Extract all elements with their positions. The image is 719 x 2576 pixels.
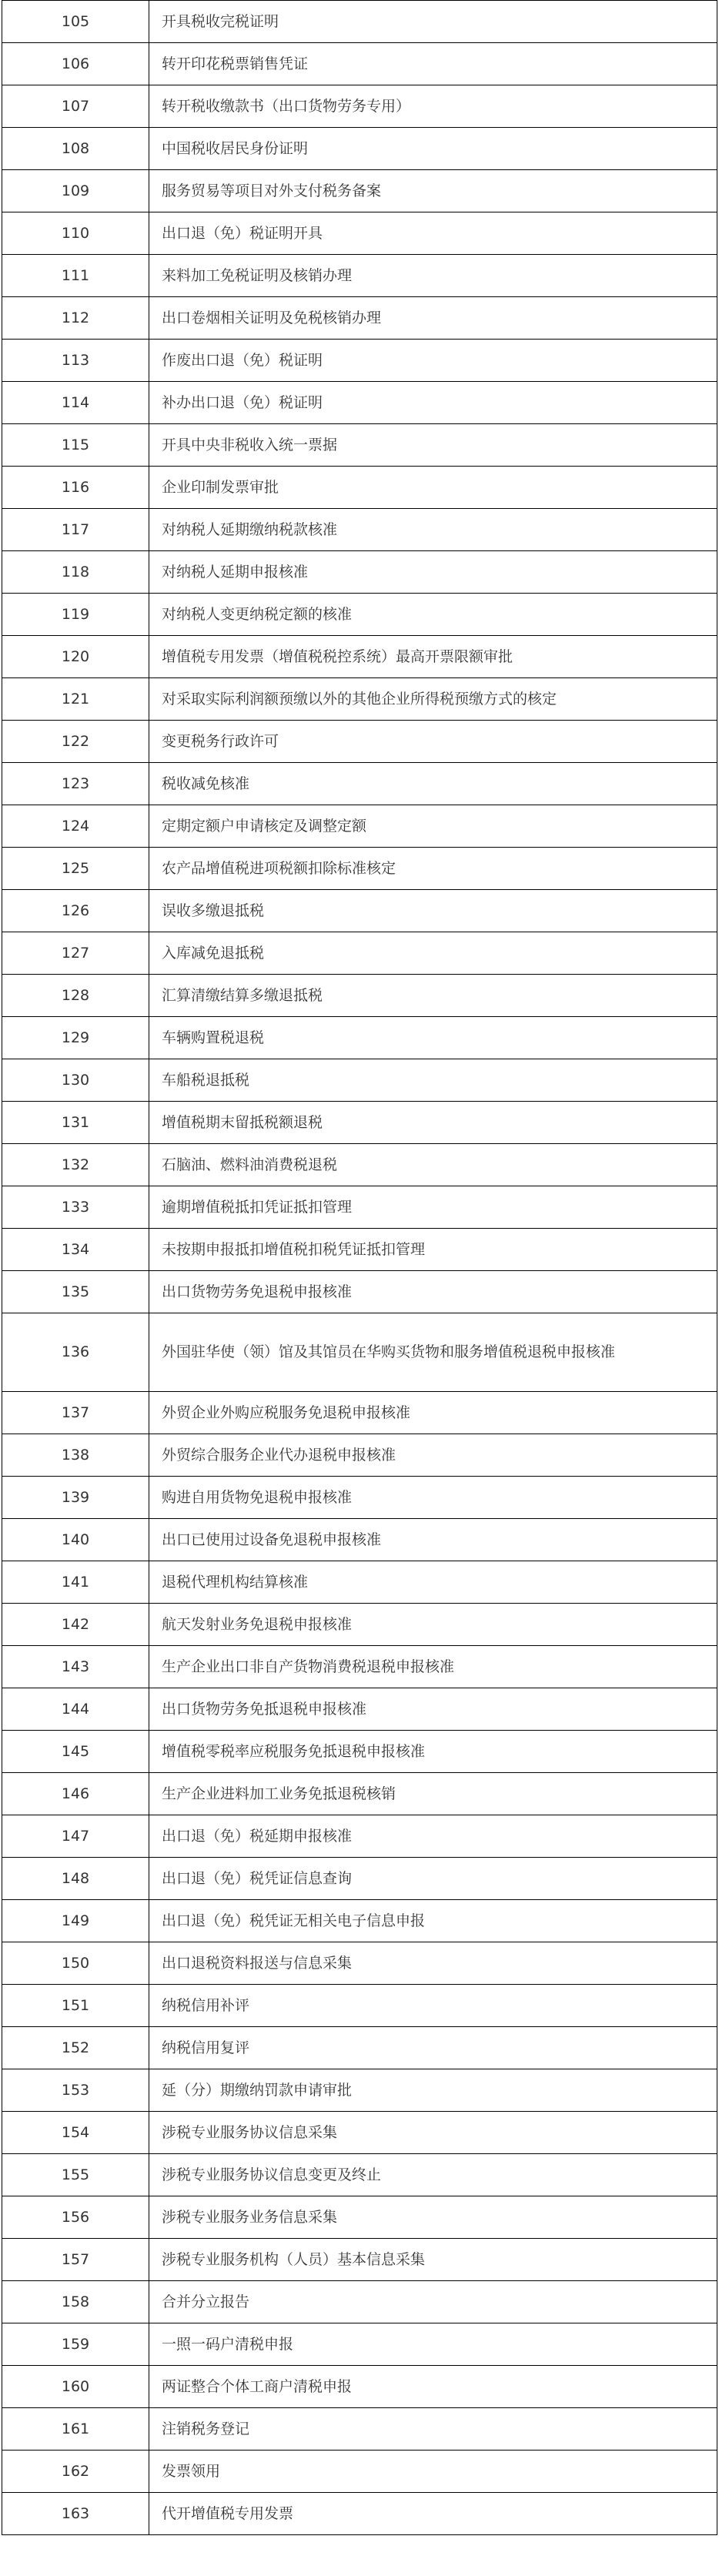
service-item-name: 涉税专业服务协议信息变更及终止 xyxy=(149,2154,717,2196)
row-number: 124 xyxy=(2,805,149,848)
service-item-name: 车船税退抵税 xyxy=(149,1059,717,1102)
row-number: 148 xyxy=(2,1858,149,1900)
service-item-name: 延（分）期缴纳罚款申请审批 xyxy=(149,2069,717,2112)
table-row xyxy=(2,2323,717,2366)
service-item-name: 一照一码户清税申报 xyxy=(149,2323,717,2366)
row-number: 158 xyxy=(2,2281,149,2323)
row-number: 109 xyxy=(2,170,149,212)
table-row xyxy=(2,1731,717,1773)
row-number: 118 xyxy=(2,551,149,594)
table-row xyxy=(2,1561,717,1604)
table-row xyxy=(2,2281,717,2323)
service-item-name: 发票领用 xyxy=(149,2451,717,2493)
service-item-name: 对采取实际利润额预缴以外的其他企业所得税预缴方式的核定 xyxy=(149,678,717,721)
table-row xyxy=(2,1858,717,1900)
row-number: 139 xyxy=(2,1477,149,1519)
row-number: 131 xyxy=(2,1102,149,1144)
service-item-name: 购进自用货物免退税申报核准 xyxy=(149,1477,717,1519)
row-number: 115 xyxy=(2,424,149,467)
row-number: 114 xyxy=(2,382,149,424)
table-row xyxy=(2,2239,717,2281)
row-number: 107 xyxy=(2,85,149,128)
row-number: 117 xyxy=(2,509,149,551)
table-row xyxy=(2,1773,717,1815)
service-item-name: 补办出口退（免）税证明 xyxy=(149,382,717,424)
row-number: 108 xyxy=(2,128,149,170)
service-item-name: 误收多缴退抵税 xyxy=(149,890,717,932)
row-number: 128 xyxy=(2,975,149,1017)
table-row xyxy=(2,1059,717,1102)
service-item-name: 增值税零税率应税服务免抵退税申报核准 xyxy=(149,1731,717,1773)
table-row xyxy=(2,1434,717,1477)
service-item-name: 服务贸易等项目对外支付税务备案 xyxy=(149,170,717,212)
row-number: 136 xyxy=(2,1313,149,1392)
table-row xyxy=(2,2408,717,2451)
row-number: 129 xyxy=(2,1017,149,1059)
table-row xyxy=(2,848,717,890)
row-number: 160 xyxy=(2,2366,149,2408)
service-item-name: 变更税务行政许可 xyxy=(149,721,717,763)
table-row xyxy=(2,2112,717,2154)
service-item-name: 退税代理机构结算核准 xyxy=(149,1561,717,1604)
service-item-name: 航天发射业务免退税申报核准 xyxy=(149,1604,717,1646)
service-item-name: 石脑油、燃料油消费税退税 xyxy=(149,1144,717,1186)
table-row xyxy=(2,1102,717,1144)
table-row xyxy=(2,1392,717,1434)
row-number: 163 xyxy=(2,2493,149,2535)
row-number: 116 xyxy=(2,467,149,509)
service-item-name: 对纳税人延期申报核准 xyxy=(149,551,717,594)
service-item-name: 纳税信用补评 xyxy=(149,1985,717,2027)
service-item-name: 车辆购置税退税 xyxy=(149,1017,717,1059)
service-item-name: 外贸企业外购应税服务免退税申报核准 xyxy=(149,1392,717,1434)
service-item-name: 开具税收完税证明 xyxy=(149,1,717,43)
service-item-name: 作废出口退（免）税证明 xyxy=(149,340,717,382)
table-row xyxy=(2,721,717,763)
service-item-name: 出口货物劳务免抵退税申报核准 xyxy=(149,1688,717,1731)
service-item-name: 对纳税人变更纳税定额的核准 xyxy=(149,594,717,636)
service-item-name: 转开税收缴款书（出口货物劳务专用） xyxy=(149,85,717,128)
service-item-name: 生产企业进料加工业务免抵退税核销 xyxy=(149,1773,717,1815)
table-row xyxy=(2,382,717,424)
row-number: 122 xyxy=(2,721,149,763)
table-row xyxy=(2,678,717,721)
table-row xyxy=(2,1313,717,1392)
service-item-name: 税收减免核准 xyxy=(149,763,717,805)
service-item-name: 外贸综合服务企业代办退税申报核准 xyxy=(149,1434,717,1477)
table-row xyxy=(2,1144,717,1186)
table-row xyxy=(2,1017,717,1059)
row-number: 105 xyxy=(2,1,149,43)
service-item-name: 出口退（免）税延期申报核准 xyxy=(149,1815,717,1858)
row-number: 142 xyxy=(2,1604,149,1646)
row-number: 133 xyxy=(2,1186,149,1229)
table-row xyxy=(2,1477,717,1519)
service-item-name: 对纳税人延期缴纳税款核准 xyxy=(149,509,717,551)
service-item-name: 逾期增值税抵扣凭证抵扣管理 xyxy=(149,1186,717,1229)
service-item-name: 出口货物劳务免退税申报核准 xyxy=(149,1271,717,1313)
service-item-name: 涉税专业服务业务信息采集 xyxy=(149,2196,717,2239)
table-row xyxy=(2,2366,717,2408)
row-number: 132 xyxy=(2,1144,149,1186)
table-row xyxy=(2,2451,717,2493)
service-item-name: 出口退（免）税证明开具 xyxy=(149,212,717,255)
table-row xyxy=(2,1815,717,1858)
service-item-name: 入库减免退抵税 xyxy=(149,932,717,975)
service-item-name: 合并分立报告 xyxy=(149,2281,717,2323)
table-row xyxy=(2,1604,717,1646)
row-number: 151 xyxy=(2,1985,149,2027)
table-row xyxy=(2,1229,717,1271)
table-row xyxy=(2,128,717,170)
table-row xyxy=(2,509,717,551)
table-row xyxy=(2,170,717,212)
table-row xyxy=(2,340,717,382)
table-row xyxy=(2,1519,717,1561)
row-number: 113 xyxy=(2,340,149,382)
table-row xyxy=(2,594,717,636)
table-row xyxy=(2,85,717,128)
row-number: 135 xyxy=(2,1271,149,1313)
table-row xyxy=(2,1688,717,1731)
service-item-name: 增值税专用发票（增值税税控系统）最高开票限额审批 xyxy=(149,636,717,678)
table-row xyxy=(2,2196,717,2239)
row-number: 127 xyxy=(2,932,149,975)
row-number: 156 xyxy=(2,2196,149,2239)
table-row xyxy=(2,1900,717,1942)
service-item-name: 中国税收居民身份证明 xyxy=(149,128,717,170)
table-row xyxy=(2,636,717,678)
row-number: 155 xyxy=(2,2154,149,2196)
row-number: 111 xyxy=(2,255,149,297)
row-number: 159 xyxy=(2,2323,149,2366)
row-number: 161 xyxy=(2,2408,149,2451)
service-item-name: 农产品增值税进项税额扣除标准核定 xyxy=(149,848,717,890)
service-item-name: 汇算清缴结算多缴退抵税 xyxy=(149,975,717,1017)
row-number: 144 xyxy=(2,1688,149,1731)
row-number: 152 xyxy=(2,2027,149,2069)
row-number: 149 xyxy=(2,1900,149,1942)
service-item-name: 涉税专业服务协议信息采集 xyxy=(149,2112,717,2154)
service-item-name: 企业印制发票审批 xyxy=(149,467,717,509)
service-item-name: 生产企业出口非自产货物消费税退税申报核准 xyxy=(149,1646,717,1688)
row-number: 157 xyxy=(2,2239,149,2281)
service-item-name: 来料加工免税证明及核销办理 xyxy=(149,255,717,297)
table-row xyxy=(2,2069,717,2112)
row-number: 141 xyxy=(2,1561,149,1604)
table-row xyxy=(2,763,717,805)
service-item-name: 外国驻华使（领）馆及其馆员在华购买货物和服务增值税退税申报核准 xyxy=(149,1313,717,1392)
table-body xyxy=(2,1,717,2535)
row-number: 146 xyxy=(2,1773,149,1815)
row-number: 121 xyxy=(2,678,149,721)
service-item-name: 注销税务登记 xyxy=(149,2408,717,2451)
row-number: 134 xyxy=(2,1229,149,1271)
table-row xyxy=(2,255,717,297)
table-row xyxy=(2,1,717,43)
service-item-name: 转开印花税票销售凭证 xyxy=(149,43,717,85)
service-item-name: 出口已使用过设备免退税申报核准 xyxy=(149,1519,717,1561)
row-number: 137 xyxy=(2,1392,149,1434)
service-item-name: 增值税期末留抵税额退税 xyxy=(149,1102,717,1144)
service-item-name: 定期定额户申请核定及调整定额 xyxy=(149,805,717,848)
table-row xyxy=(2,551,717,594)
service-item-name: 出口退（免）税凭证信息查询 xyxy=(149,1858,717,1900)
row-number: 162 xyxy=(2,2451,149,2493)
row-number: 125 xyxy=(2,848,149,890)
service-item-name: 涉税专业服务机构（人员）基本信息采集 xyxy=(149,2239,717,2281)
row-number: 143 xyxy=(2,1646,149,1688)
service-item-name: 两证整合个体工商户清税申报 xyxy=(149,2366,717,2408)
table-row xyxy=(2,805,717,848)
service-item-name: 开具中央非税收入统一票据 xyxy=(149,424,717,467)
row-number: 110 xyxy=(2,212,149,255)
row-number: 106 xyxy=(2,43,149,85)
row-number: 130 xyxy=(2,1059,149,1102)
service-item-name: 纳税信用复评 xyxy=(149,2027,717,2069)
row-number: 150 xyxy=(2,1942,149,1985)
row-number: 153 xyxy=(2,2069,149,2112)
table-row xyxy=(2,297,717,340)
row-number: 126 xyxy=(2,890,149,932)
table-row xyxy=(2,932,717,975)
row-number: 120 xyxy=(2,636,149,678)
table-row xyxy=(2,975,717,1017)
table-row xyxy=(2,467,717,509)
table-row xyxy=(2,2493,717,2535)
table-row xyxy=(2,1186,717,1229)
row-number: 145 xyxy=(2,1731,149,1773)
table-row xyxy=(2,212,717,255)
row-number: 147 xyxy=(2,1815,149,1858)
table-row xyxy=(2,1942,717,1985)
row-number: 112 xyxy=(2,297,149,340)
service-item-name: 出口退（免）税凭证无相关电子信息申报 xyxy=(149,1900,717,1942)
table-row xyxy=(2,1985,717,2027)
row-number: 154 xyxy=(2,2112,149,2154)
service-item-name: 代开增值税专用发票 xyxy=(149,2493,717,2535)
table-row xyxy=(2,2154,717,2196)
row-number: 140 xyxy=(2,1519,149,1561)
table-row xyxy=(2,1271,717,1313)
table-row xyxy=(2,2027,717,2069)
service-item-name: 出口卷烟相关证明及免税核销办理 xyxy=(149,297,717,340)
service-item-name: 未按期申报抵扣增值税扣税凭证抵扣管理 xyxy=(149,1229,717,1271)
table-row xyxy=(2,43,717,85)
service-item-name: 出口退税资料报送与信息采集 xyxy=(149,1942,717,1985)
row-number: 138 xyxy=(2,1434,149,1477)
table-row xyxy=(2,1646,717,1688)
row-number: 123 xyxy=(2,763,149,805)
tax-items-table xyxy=(2,0,717,2535)
table-row xyxy=(2,424,717,467)
table-row xyxy=(2,890,717,932)
row-number: 119 xyxy=(2,594,149,636)
